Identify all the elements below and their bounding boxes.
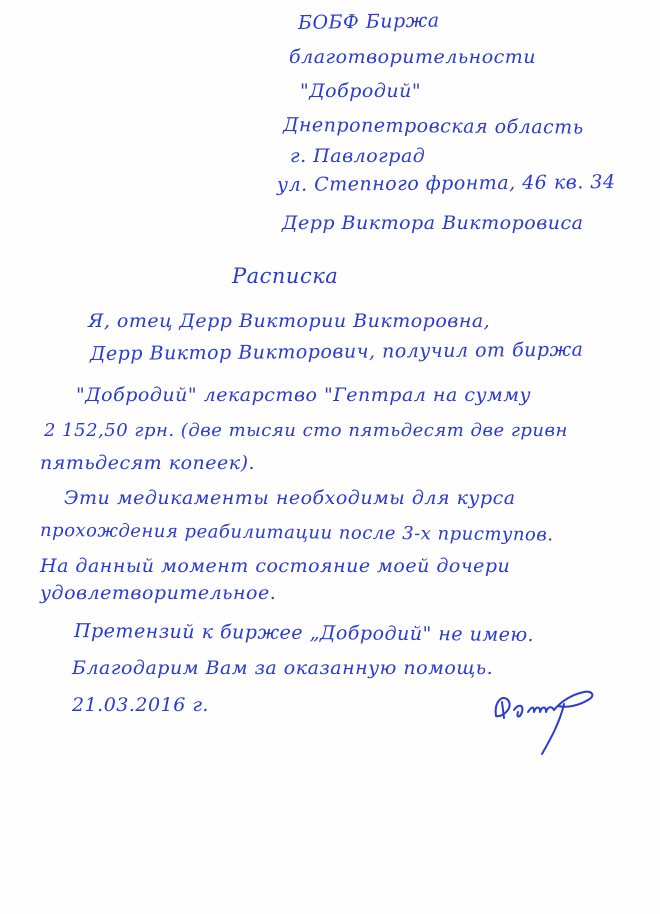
header-line-1: БОБФ Биржа: [297, 9, 440, 34]
body-line-5: пятьдесят копеек).: [40, 452, 256, 474]
body-line-8: На данный момент состояние моей дочери: [40, 555, 511, 577]
body-line-1: Я, отец Дерр Виктории Викторовна,: [88, 310, 491, 332]
header-line-2: благотворительности: [289, 46, 537, 68]
header-line-4: Днепропетровская область: [282, 114, 584, 139]
body-line-6: Эти медикаменты необходимы для курса: [64, 487, 516, 509]
header-line-7: Дерр Виктора Викторовиса: [282, 212, 584, 234]
body-line-9: удовлетворительное.: [40, 582, 277, 604]
body-line-3: "Добродий" лекарство "Гептрал на сумму: [76, 384, 532, 406]
body-line-2: Дерр Виктор Викторович, получил от биржа: [89, 338, 584, 365]
document-date: 21.03.2016 г.: [72, 694, 209, 716]
body-line-10: Претензий к биржее „Добродий" не имею.: [73, 620, 535, 647]
body-line-7: прохождения реабилитации после 3-х приступов.: [39, 520, 554, 546]
header-line-6: ул. Степного фронта, 46 кв. 34: [276, 171, 616, 196]
handwritten-signature: [488, 682, 608, 762]
body-line-4: 2 152,50 грн. (две тысяи сто пятьдесят две гривн: [44, 420, 568, 441]
body-line-11: Благодарим Вам за оказанную помощь.: [72, 657, 494, 679]
header-line-3: "Добродий": [300, 80, 422, 102]
document-title: Расписка: [232, 264, 339, 288]
header-line-5: г. Павлоград: [290, 145, 426, 167]
